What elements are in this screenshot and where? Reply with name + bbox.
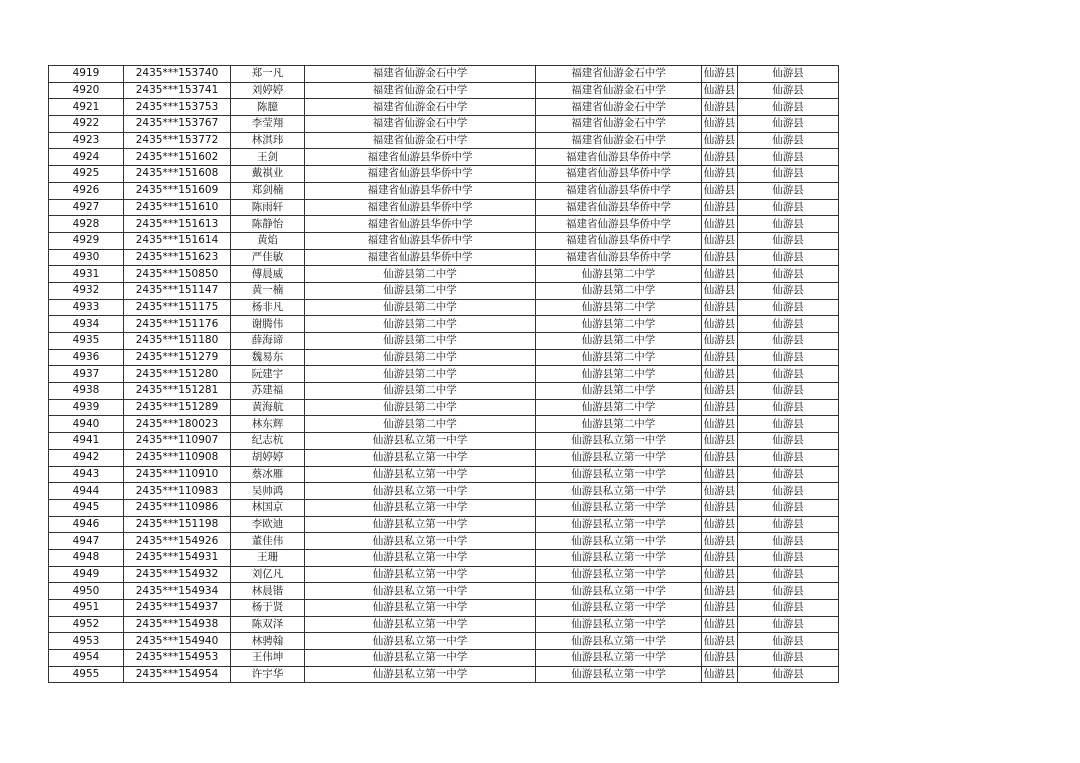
county-cell: 仙游县 [702,533,738,550]
county-cell: 仙游县 [702,249,738,266]
exam-id-cell: 2435***151623 [124,249,231,266]
district-cell: 仙游县 [738,666,839,683]
county-cell: 仙游县 [702,316,738,333]
school-cell: 仙游县第二中学 [305,299,536,316]
exam-id-cell: 2435***151281 [124,383,231,400]
table-row [49,399,839,416]
row-number-cell: 4939 [49,399,124,416]
county-cell: 仙游县 [702,433,738,450]
district-cell: 仙游县 [738,299,839,316]
district-cell: 仙游县 [738,166,839,183]
exam-id-cell: 2435***154932 [124,566,231,583]
exam-id-cell: 2435***154940 [124,633,231,650]
school-cell: 福建省仙游金石中学 [305,132,536,149]
registered-school-cell: 福建省仙游金石中学 [536,116,702,133]
student-name-cell: 杨非凡 [231,299,305,316]
registered-school-cell: 仙游县第二中学 [536,299,702,316]
county-cell: 仙游县 [702,66,738,83]
school-cell: 福建省仙游金石中学 [305,82,536,99]
school-cell: 仙游县第二中学 [305,333,536,350]
row-number-cell: 4940 [49,416,124,433]
school-cell: 仙游县第二中学 [305,399,536,416]
exam-id-cell: 2435***151614 [124,232,231,249]
row-number-cell: 4929 [49,232,124,249]
exam-id-cell: 2435***151176 [124,316,231,333]
row-number-cell: 4954 [49,650,124,667]
district-cell: 仙游县 [738,116,839,133]
district-cell: 仙游县 [738,82,839,99]
county-cell: 仙游县 [702,566,738,583]
registered-school-cell: 仙游县私立第一中学 [536,499,702,516]
school-cell: 仙游县私立第一中学 [305,666,536,683]
exam-id-cell: 2435***154926 [124,533,231,550]
table-row [49,66,839,83]
row-number-cell: 4936 [49,349,124,366]
table-row [49,216,839,233]
table-row [49,666,839,683]
school-cell: 仙游县第二中学 [305,266,536,283]
school-cell: 福建省仙游县华侨中学 [305,249,536,266]
county-cell: 仙游县 [702,282,738,299]
exam-id-cell: 2435***154931 [124,549,231,566]
registered-school-cell: 福建省仙游金石中学 [536,82,702,99]
table-row [49,132,839,149]
exam-id-cell: 2435***153767 [124,116,231,133]
county-cell: 仙游县 [702,449,738,466]
row-number-cell: 4948 [49,549,124,566]
school-cell: 福建省仙游县华侨中学 [305,199,536,216]
school-cell: 仙游县私立第一中学 [305,650,536,667]
student-name-cell: 阮建宇 [231,366,305,383]
row-number-cell: 4945 [49,499,124,516]
registered-school-cell: 福建省仙游金石中学 [536,99,702,116]
student-name-cell: 谢腾伟 [231,316,305,333]
school-cell: 仙游县私立第一中学 [305,433,536,450]
row-number-cell: 4946 [49,516,124,533]
county-cell: 仙游县 [702,633,738,650]
student-name-cell: 陈臆 [231,99,305,116]
student-name-cell: 董佳伟 [231,533,305,550]
exam-id-cell: 2435***151280 [124,366,231,383]
row-number-cell: 4934 [49,316,124,333]
registered-school-cell: 仙游县第二中学 [536,366,702,383]
district-cell: 仙游县 [738,499,839,516]
registered-school-cell: 仙游县私立第一中学 [536,633,702,650]
registered-school-cell: 仙游县私立第一中学 [536,516,702,533]
student-name-cell: 戴祺业 [231,166,305,183]
registered-school-cell: 福建省仙游县华侨中学 [536,249,702,266]
registered-school-cell: 仙游县私立第一中学 [536,650,702,667]
row-number-cell: 4928 [49,216,124,233]
row-number-cell: 4925 [49,166,124,183]
district-cell: 仙游县 [738,182,839,199]
exam-id-cell: 2435***151180 [124,333,231,350]
county-cell: 仙游县 [702,383,738,400]
exam-id-cell: 2435***110910 [124,466,231,483]
district-cell: 仙游县 [738,600,839,617]
student-name-cell: 蔡冰雁 [231,466,305,483]
table-row [49,266,839,283]
registered-school-cell: 仙游县第二中学 [536,333,702,350]
exam-id-cell: 2435***151609 [124,182,231,199]
table-row [49,533,839,550]
exam-id-cell: 2435***151602 [124,149,231,166]
table-row [49,99,839,116]
student-name-cell: 纪志杭 [231,433,305,450]
school-cell: 仙游县私立第一中学 [305,499,536,516]
county-cell: 仙游县 [702,299,738,316]
county-cell: 仙游县 [702,199,738,216]
table-row [49,449,839,466]
student-name-cell: 李欧迪 [231,516,305,533]
district-cell: 仙游县 [738,199,839,216]
table-row [49,316,839,333]
exam-id-cell: 2435***154938 [124,616,231,633]
table-row [49,82,839,99]
table-row [49,600,839,617]
district-cell: 仙游县 [738,650,839,667]
school-cell: 仙游县私立第一中学 [305,600,536,617]
district-cell: 仙游县 [738,66,839,83]
registered-school-cell: 福建省仙游县华侨中学 [536,216,702,233]
registered-school-cell: 仙游县私立第一中学 [536,616,702,633]
school-cell: 福建省仙游县华侨中学 [305,166,536,183]
school-cell: 仙游县第二中学 [305,366,536,383]
table-row [49,282,839,299]
row-number-cell: 4931 [49,266,124,283]
exam-id-cell: 2435***153753 [124,99,231,116]
table-row [49,299,839,316]
table-row [49,166,839,183]
student-name-cell: 林东辉 [231,416,305,433]
district-cell: 仙游县 [738,416,839,433]
county-cell: 仙游县 [702,399,738,416]
exam-id-cell: 2435***110983 [124,483,231,500]
county-cell: 仙游县 [702,516,738,533]
county-cell: 仙游县 [702,266,738,283]
district-cell: 仙游县 [738,566,839,583]
school-cell: 福建省仙游金石中学 [305,99,536,116]
school-cell: 福建省仙游县华侨中学 [305,182,536,199]
school-cell: 仙游县第二中学 [305,383,536,400]
exam-id-cell: 2435***151175 [124,299,231,316]
district-cell: 仙游县 [738,149,839,166]
district-cell: 仙游县 [738,366,839,383]
table-row [49,182,839,199]
student-name-cell: 李莹翔 [231,116,305,133]
county-cell: 仙游县 [702,132,738,149]
county-cell: 仙游县 [702,333,738,350]
exam-id-cell: 2435***154934 [124,583,231,600]
district-cell: 仙游县 [738,216,839,233]
district-cell: 仙游县 [738,132,839,149]
table-row [49,616,839,633]
table-row [49,633,839,650]
district-cell: 仙游县 [738,516,839,533]
student-name-cell: 魏易东 [231,349,305,366]
table-row [49,333,839,350]
registered-school-cell: 仙游县第二中学 [536,416,702,433]
roster-table [48,65,839,683]
row-number-cell: 4947 [49,533,124,550]
district-cell: 仙游县 [738,466,839,483]
county-cell: 仙游县 [702,232,738,249]
row-number-cell: 4921 [49,99,124,116]
row-number-cell: 4930 [49,249,124,266]
exam-id-cell: 2435***180023 [124,416,231,433]
student-name-cell: 林淇玮 [231,132,305,149]
row-number-cell: 4932 [49,282,124,299]
exam-id-cell: 2435***151147 [124,282,231,299]
student-name-cell: 苏建福 [231,383,305,400]
student-name-cell: 胡婷婷 [231,449,305,466]
table-row [49,199,839,216]
row-number-cell: 4926 [49,182,124,199]
table-row [49,249,839,266]
exam-id-cell: 2435***153772 [124,132,231,149]
row-number-cell: 4951 [49,600,124,617]
exam-id-cell: 2435***151279 [124,349,231,366]
student-name-cell: 王剑 [231,149,305,166]
registered-school-cell: 仙游县私立第一中学 [536,666,702,683]
student-name-cell: 黄焰 [231,232,305,249]
student-name-cell: 刘亿凡 [231,566,305,583]
student-name-cell: 黄海航 [231,399,305,416]
table-row [49,349,839,366]
registered-school-cell: 仙游县第二中学 [536,383,702,400]
exam-id-cell: 2435***151613 [124,216,231,233]
row-number-cell: 4937 [49,366,124,383]
county-cell: 仙游县 [702,366,738,383]
school-cell: 福建省仙游金石中学 [305,66,536,83]
county-cell: 仙游县 [702,483,738,500]
school-cell: 仙游县私立第一中学 [305,549,536,566]
table-row [49,583,839,600]
county-cell: 仙游县 [702,182,738,199]
registered-school-cell: 福建省仙游县华侨中学 [536,232,702,249]
exam-id-cell: 2435***151289 [124,399,231,416]
exam-id-cell: 2435***110907 [124,433,231,450]
exam-id-cell: 2435***110908 [124,449,231,466]
district-cell: 仙游县 [738,633,839,650]
county-cell: 仙游县 [702,650,738,667]
table-row [49,416,839,433]
county-cell: 仙游县 [702,549,738,566]
exam-id-cell: 2435***154937 [124,600,231,617]
row-number-cell: 4942 [49,449,124,466]
registered-school-cell: 仙游县私立第一中学 [536,533,702,550]
row-number-cell: 4941 [49,433,124,450]
district-cell: 仙游县 [738,483,839,500]
district-cell: 仙游县 [738,333,839,350]
district-cell: 仙游县 [738,616,839,633]
registered-school-cell: 仙游县私立第一中学 [536,583,702,600]
school-cell: 仙游县私立第一中学 [305,466,536,483]
student-name-cell: 王珊 [231,549,305,566]
district-cell: 仙游县 [738,232,839,249]
county-cell: 仙游县 [702,349,738,366]
district-cell: 仙游县 [738,282,839,299]
row-number-cell: 4950 [49,583,124,600]
student-name-cell: 郑剑楠 [231,182,305,199]
county-cell: 仙游县 [702,583,738,600]
row-number-cell: 4938 [49,383,124,400]
district-cell: 仙游县 [738,399,839,416]
row-number-cell: 4933 [49,299,124,316]
exam-id-cell: 2435***150850 [124,266,231,283]
row-number-cell: 4943 [49,466,124,483]
district-cell: 仙游县 [738,266,839,283]
exam-id-cell: 2435***110986 [124,499,231,516]
registered-school-cell: 仙游县第二中学 [536,316,702,333]
county-cell: 仙游县 [702,666,738,683]
student-name-cell: 林国京 [231,499,305,516]
table-row [49,232,839,249]
registered-school-cell: 仙游县私立第一中学 [536,600,702,617]
county-cell: 仙游县 [702,600,738,617]
exam-id-cell: 2435***154954 [124,666,231,683]
registered-school-cell: 仙游县私立第一中学 [536,433,702,450]
registered-school-cell: 福建省仙游县华侨中学 [536,182,702,199]
row-number-cell: 4949 [49,566,124,583]
row-number-cell: 4922 [49,116,124,133]
registered-school-cell: 福建省仙游金石中学 [536,132,702,149]
student-name-cell: 傅晨威 [231,266,305,283]
student-name-cell: 薛海谛 [231,333,305,350]
student-name-cell: 严佳敏 [231,249,305,266]
county-cell: 仙游县 [702,499,738,516]
registered-school-cell: 仙游县私立第一中学 [536,549,702,566]
district-cell: 仙游县 [738,99,839,116]
county-cell: 仙游县 [702,82,738,99]
registered-school-cell: 仙游县第二中学 [536,399,702,416]
district-cell: 仙游县 [738,316,839,333]
school-cell: 福建省仙游金石中学 [305,116,536,133]
school-cell: 仙游县第二中学 [305,316,536,333]
school-cell: 仙游县私立第一中学 [305,583,536,600]
table-row [49,516,839,533]
table-row [49,366,839,383]
registered-school-cell: 仙游县私立第一中学 [536,566,702,583]
district-cell: 仙游县 [738,549,839,566]
county-cell: 仙游县 [702,466,738,483]
district-cell: 仙游县 [738,249,839,266]
student-name-cell: 陈双泽 [231,616,305,633]
registered-school-cell: 仙游县第二中学 [536,266,702,283]
row-number-cell: 4935 [49,333,124,350]
table-row [49,566,839,583]
student-name-cell: 杨于贤 [231,600,305,617]
exam-id-cell: 2435***151610 [124,199,231,216]
school-cell: 仙游县第二中学 [305,416,536,433]
row-number-cell: 4923 [49,132,124,149]
registered-school-cell: 仙游县第二中学 [536,282,702,299]
exam-id-cell: 2435***151198 [124,516,231,533]
row-number-cell: 4919 [49,66,124,83]
registered-school-cell: 福建省仙游县华侨中学 [536,199,702,216]
school-cell: 仙游县第二中学 [305,349,536,366]
exam-id-cell: 2435***151608 [124,166,231,183]
school-cell: 仙游县第二中学 [305,282,536,299]
county-cell: 仙游县 [702,216,738,233]
student-name-cell: 吴帅鸿 [231,483,305,500]
row-number-cell: 4924 [49,149,124,166]
table-row [49,650,839,667]
row-number-cell: 4927 [49,199,124,216]
district-cell: 仙游县 [738,383,839,400]
student-name-cell: 黄一楠 [231,282,305,299]
district-cell: 仙游县 [738,349,839,366]
student-name-cell: 许宇华 [231,666,305,683]
table-row [49,499,839,516]
school-cell: 仙游县私立第一中学 [305,449,536,466]
table-row [49,433,839,450]
row-number-cell: 4920 [49,82,124,99]
registered-school-cell: 福建省仙游金石中学 [536,66,702,83]
district-cell: 仙游县 [738,583,839,600]
registered-school-cell: 福建省仙游县华侨中学 [536,149,702,166]
school-cell: 仙游县私立第一中学 [305,483,536,500]
school-cell: 福建省仙游县华侨中学 [305,149,536,166]
student-name-cell: 刘婷婷 [231,82,305,99]
school-cell: 福建省仙游县华侨中学 [305,232,536,249]
student-name-cell: 陈雨轩 [231,199,305,216]
registered-school-cell: 仙游县私立第一中学 [536,483,702,500]
table-row [49,466,839,483]
county-cell: 仙游县 [702,166,738,183]
exam-id-cell: 2435***153740 [124,66,231,83]
table-row [49,549,839,566]
registered-school-cell: 仙游县第二中学 [536,349,702,366]
student-name-cell: 陈静怡 [231,216,305,233]
school-cell: 仙游县私立第一中学 [305,616,536,633]
school-cell: 福建省仙游县华侨中学 [305,216,536,233]
exam-id-cell: 2435***153741 [124,82,231,99]
table-row [49,483,839,500]
table-row [49,149,839,166]
district-cell: 仙游县 [738,433,839,450]
exam-id-cell: 2435***154953 [124,650,231,667]
row-number-cell: 4952 [49,616,124,633]
student-name-cell: 王伟坤 [231,650,305,667]
student-name-cell: 郑一凡 [231,66,305,83]
row-number-cell: 4953 [49,633,124,650]
district-cell: 仙游县 [738,533,839,550]
row-number-cell: 4955 [49,666,124,683]
school-cell: 仙游县私立第一中学 [305,633,536,650]
registered-school-cell: 福建省仙游县华侨中学 [536,166,702,183]
table-row [49,383,839,400]
student-name-cell: 林晨锴 [231,583,305,600]
county-cell: 仙游县 [702,99,738,116]
county-cell: 仙游县 [702,149,738,166]
school-cell: 仙游县私立第一中学 [305,516,536,533]
county-cell: 仙游县 [702,416,738,433]
registered-school-cell: 仙游县私立第一中学 [536,449,702,466]
student-name-cell: 林骋翰 [231,633,305,650]
county-cell: 仙游县 [702,116,738,133]
school-cell: 仙游县私立第一中学 [305,533,536,550]
school-cell: 仙游县私立第一中学 [305,566,536,583]
district-cell: 仙游县 [738,449,839,466]
county-cell: 仙游县 [702,616,738,633]
registered-school-cell: 仙游县私立第一中学 [536,466,702,483]
row-number-cell: 4944 [49,483,124,500]
table-row [49,116,839,133]
